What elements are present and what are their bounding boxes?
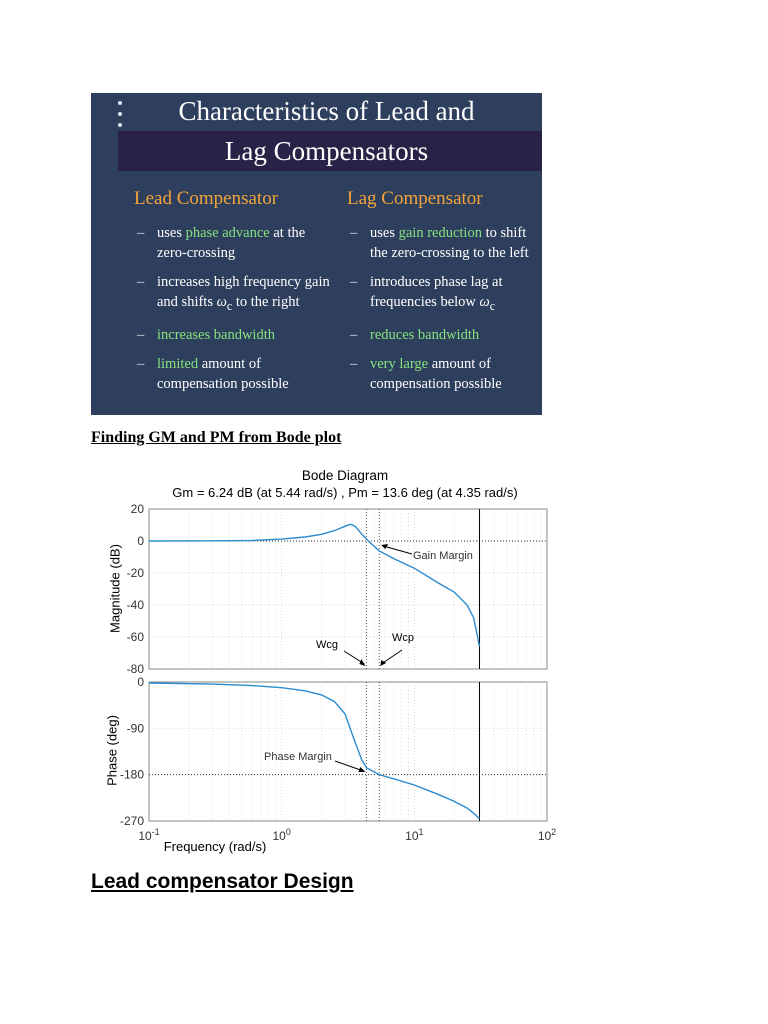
- panel-frame: [149, 682, 547, 821]
- y-tick-label: 0: [137, 675, 144, 689]
- slide-title-line2: Lag Compensators: [224, 136, 429, 166]
- y-tick-label: -20: [126, 566, 144, 580]
- x-tick-label: $10^{-1}$: [138, 827, 160, 843]
- x-tick-label: $10^2$: [537, 827, 557, 843]
- magnitude-ylabel: Magnitude (dB): [107, 544, 123, 633]
- x-tick-label: $10^0$: [272, 827, 291, 843]
- lag-heading: Lag Compensator: [347, 188, 483, 209]
- lead-item-1: – uses phase advance at the zero-crossing: [137, 225, 306, 261]
- wcp-label: Wcp: [392, 632, 414, 644]
- y-tick-label: 20: [130, 502, 144, 516]
- lead-item-4: – limited amount of compensation possible: [137, 355, 289, 392]
- lag-item-3: – reduces bandwidth: [350, 326, 480, 343]
- phase-margin-label: Phase Margin: [264, 751, 332, 763]
- panel-frame: [149, 509, 547, 669]
- wcg-label: Wcg: [316, 639, 338, 651]
- lead-item-3: – increases bandwidth: [137, 326, 275, 343]
- slide-title-line1: Characteristics of Lead and: [178, 96, 475, 126]
- lead-item-2: – increases high frequency gain and shifts $\omega_c$ to the right: [137, 274, 330, 313]
- x-axis-label: Frequency (rad/s): [163, 839, 267, 854]
- section-heading: Finding GM and PM from Bode plot: [91, 429, 342, 446]
- y-tick-label: -180: [119, 767, 144, 782]
- y-tick-label: -80: [126, 662, 144, 676]
- gain-margin-label: Gain Margin: [413, 550, 473, 562]
- y-tick-label: -270: [119, 814, 144, 828]
- y-tick-label: -90: [126, 721, 144, 736]
- chart-subtitle: Gm = 6.24 dB (at 5.44 rad/s) , Pm = 13.6 deg (at 4.35 rad/s): [172, 485, 518, 500]
- y-tick-label: -60: [126, 630, 144, 644]
- lag-item-4: – very large amount of compensation possible: [350, 355, 502, 392]
- lead-heading: Lead Compensator: [134, 188, 279, 209]
- chart-title: Bode Diagram: [301, 468, 389, 483]
- y-tick-label: -40: [126, 598, 144, 612]
- lag-item-2: – introduces phase lag at frequencies below $\omega_c$: [350, 274, 503, 313]
- lag-item-1: – uses gain reduction to shift the zero-crossing to the left: [350, 225, 529, 261]
- y-tick-label: 0: [137, 534, 144, 548]
- main-heading: Lead compensator Design: [91, 870, 354, 893]
- x-tick-label: $10^1$: [405, 827, 424, 843]
- phase-ylabel: Phase (deg): [104, 715, 120, 786]
